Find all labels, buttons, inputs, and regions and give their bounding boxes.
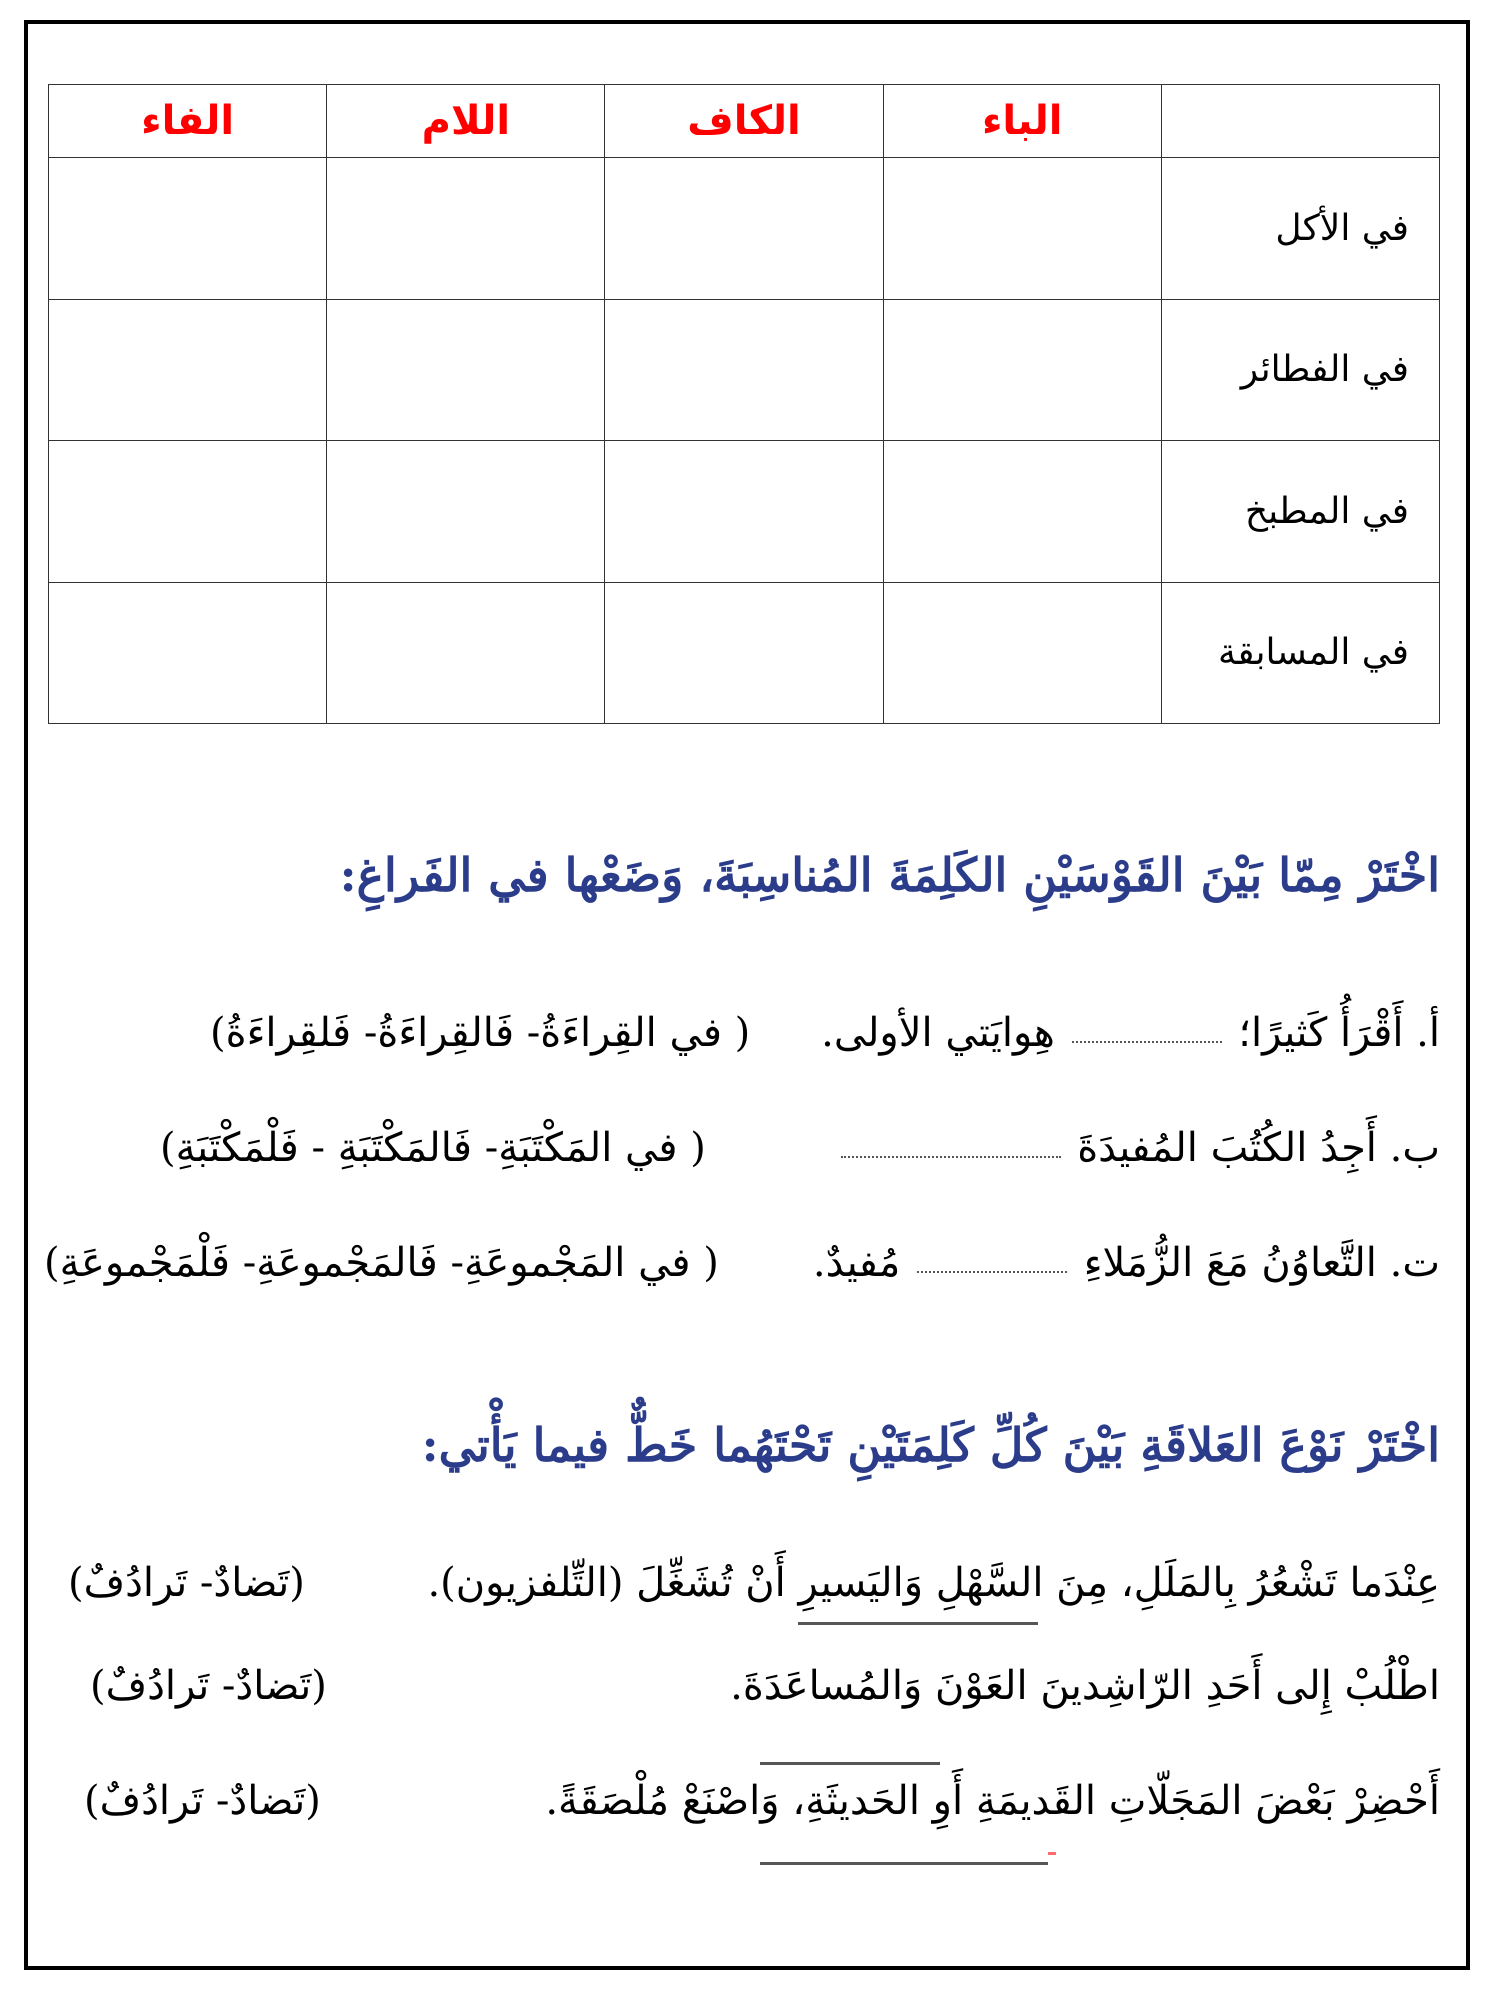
table-row (49, 299, 1440, 441)
answer-cell[interactable] (883, 582, 1161, 724)
answer-cell[interactable] (605, 582, 883, 724)
answer-cell[interactable] (327, 441, 605, 583)
answer-cell[interactable] (605, 299, 883, 441)
answer-cell[interactable] (49, 158, 327, 300)
item-suffix: مُفيدٌ. (812, 1240, 901, 1286)
underline-mark (798, 1622, 1038, 1625)
letters-table (48, 84, 1440, 724)
section1-title: اخْتَرْ مِمّا بَيْنَ القَوْسَيْنِ الكَلِمَةَ المُناسِبَةَ، وَضَعْها في الفَراغِ: (339, 848, 1440, 902)
relation-item-1: عِنْدَما تَشْعُرُ بِالمَلَلِ، مِنَ السَّهْلِ وَاليَسيرِ أَنْ تُشَغِّلَ (التِّلفزيون). (427, 1560, 1440, 1606)
row-label: في الأكل (1161, 158, 1439, 300)
answer-cell[interactable] (327, 158, 605, 300)
choices-c: ( في المَجْموعَةِ- فَالمَجْموعَةِ- فَلْمَجْموعَةِ) (44, 1240, 719, 1286)
answer-cell[interactable] (327, 299, 605, 441)
table-row (49, 582, 1440, 724)
header-empty (1161, 85, 1439, 158)
relation-choices-2: (تَضادٌ- تَرادُفٌ) (90, 1663, 327, 1709)
header-lam: اللام (327, 85, 605, 158)
blank-field[interactable] (917, 1259, 1067, 1273)
answer-cell[interactable] (883, 158, 1161, 300)
item-prefix: ب. أَجِدُ الكُتُبَ المُفيدَةَ (1077, 1125, 1440, 1171)
choices-b: ( في المَكْتَبَةِ- فَالمَكْتَبَةِ - فَلْمَكْتَبَةِ) (160, 1125, 706, 1171)
answer-cell[interactable] (327, 582, 605, 724)
header-baa: الباء (883, 85, 1161, 158)
header-kaf: الكاف (605, 85, 883, 158)
relation-item-2: اطْلُبْ إِلى أَحَدِ الرّاشِدينَ العَوْنَ وَالمُساعَدَةَ. (730, 1663, 1440, 1709)
fill-item-c (813, 1240, 1440, 1286)
section2-title: اخْتَرْ نَوْعَ العَلاقَةِ بَيْنَ كُلِّ كَلِمَتَيْنِ تَحْتَهُما خَطٌّ فيما يَأْتي: (421, 1418, 1440, 1472)
answer-cell[interactable] (605, 158, 883, 300)
table-row (49, 441, 1440, 583)
row-label: في المسابقة (1161, 582, 1439, 724)
answer-cell[interactable] (605, 441, 883, 583)
row-label: في الفطائر (1161, 299, 1439, 441)
item-prefix: أ. أَقْرَأُ كَثيرًا؛ (1238, 1010, 1440, 1056)
underline-mark (760, 1762, 940, 1765)
answer-cell[interactable] (49, 582, 327, 724)
header-faa: الفاء (49, 85, 327, 158)
red-mark (1048, 1852, 1056, 1855)
blank-field[interactable] (1072, 1029, 1222, 1043)
underline-mark (760, 1862, 1048, 1865)
fill-item-a (821, 1010, 1440, 1056)
item-prefix: ت. التَّعاوُنُ مَعَ الزُّمَلاءِ (1083, 1240, 1440, 1286)
choices-a: ( في القِراءَةُ- فَالقِراءَةُ- فَلقِراءَةُ) (210, 1010, 751, 1056)
fill-item-b (837, 1125, 1441, 1171)
answer-cell[interactable] (883, 299, 1161, 441)
answer-cell[interactable] (49, 441, 327, 583)
relation-choices-3: (تَضادٌ- تَرادُفٌ) (84, 1778, 321, 1824)
blank-field[interactable] (841, 1144, 1061, 1158)
table-row (49, 158, 1440, 300)
answer-cell[interactable] (49, 299, 327, 441)
table-header-row (49, 85, 1440, 158)
relation-choices-1: (تَضادٌ- تَرادُفٌ) (68, 1560, 305, 1606)
relation-item-3: أَحْضِرْ بَعْضَ المَجَلّاتِ القَديمَةِ أَوِ الحَديثَةِ، وَاصْنَعْ مُلْصَقَةً. (545, 1778, 1440, 1824)
answer-cell[interactable] (883, 441, 1161, 583)
row-label: في المطبخ (1161, 441, 1439, 583)
item-suffix: هِوايَتي الأولى. (821, 1010, 1055, 1056)
